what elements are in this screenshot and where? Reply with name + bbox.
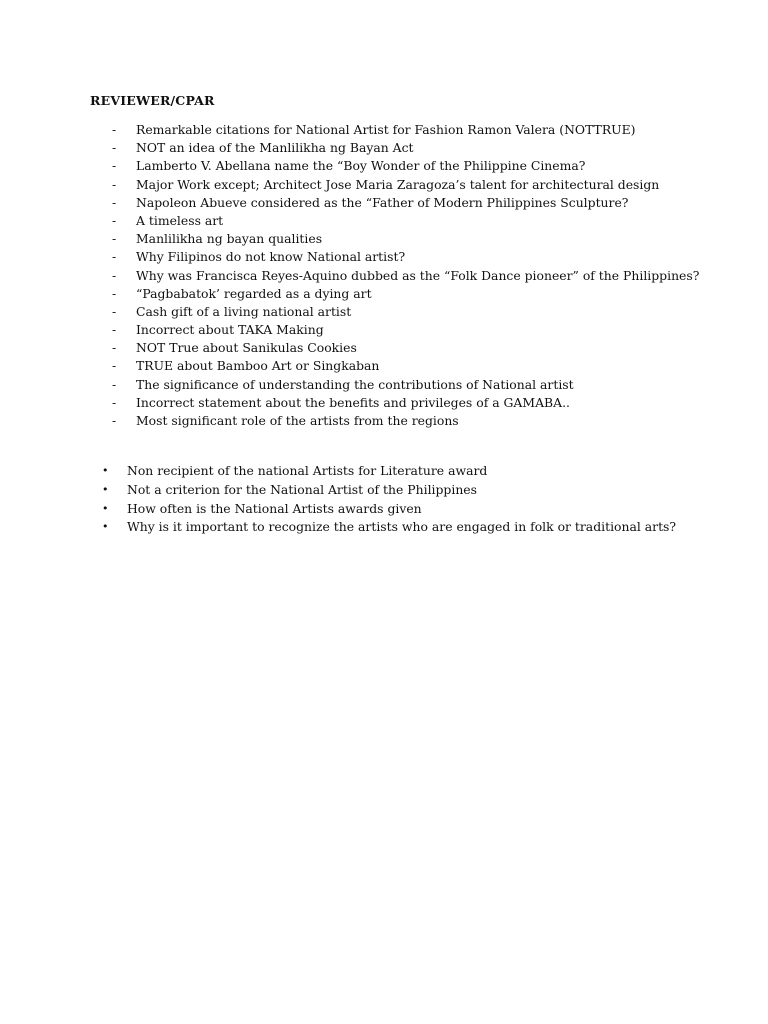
dash-marker: - xyxy=(112,394,117,410)
dash-marker: - xyxy=(112,158,117,174)
list-item xyxy=(0,500,768,518)
list-item xyxy=(0,267,768,285)
list-item xyxy=(0,157,768,175)
bullet-icon: • xyxy=(102,482,109,496)
list-item xyxy=(0,518,768,536)
list-item-text: Not a criterion for the National Artist of the Philippines xyxy=(127,481,477,497)
list-item xyxy=(0,194,768,212)
bullet-icon: • xyxy=(102,501,109,515)
list-item xyxy=(0,481,768,499)
dash-marker: - xyxy=(112,303,117,319)
bullet-icon: • xyxy=(102,464,109,477)
list-item xyxy=(0,121,768,139)
dash-marker: - xyxy=(112,140,117,156)
dash-marker: - xyxy=(112,322,117,338)
dash-marker: - xyxy=(112,340,117,356)
list-item-text: The significance of understanding the contributions of National artist xyxy=(136,376,574,392)
list-item-text: Incorrect statement about the benefits and privileges of a GAMABA.. xyxy=(136,394,570,410)
list-item xyxy=(0,357,768,375)
list-item xyxy=(0,230,768,248)
list-item xyxy=(0,412,768,430)
list-item-text: Why Filipinos do not know National artist? xyxy=(136,249,406,265)
dash-list xyxy=(0,121,768,430)
list-item-text: Remarkable citations for National Artist for Fashion Ramon Valera (NOTTRUE) xyxy=(136,122,636,137)
dash-marker: - xyxy=(112,413,117,428)
list-item xyxy=(0,176,768,194)
list-item-text: NOT an idea of the Manlilikha ng Bayan Act xyxy=(136,140,414,156)
list-item xyxy=(0,462,768,480)
list-item xyxy=(0,321,768,339)
list-item xyxy=(0,394,768,412)
bullet-list xyxy=(0,462,768,537)
list-item-text: Lamberto V. Abellana name the “Boy Wonder of the Philippine Cinema? xyxy=(136,158,586,174)
list-item-text: Most significant role of the artists from the regions xyxy=(136,413,459,428)
list-item xyxy=(0,212,768,230)
list-item xyxy=(0,376,768,394)
list-item-text: Major Work except; Architect Jose Maria Zaragoza’s talent for architectural design xyxy=(136,176,660,192)
document-title: REVIEWER/CPAR xyxy=(90,93,215,108)
dash-marker: - xyxy=(112,249,117,265)
dash-marker: - xyxy=(112,267,117,283)
list-item-text: “Pagbabatok’ regarded as a dying art xyxy=(136,285,372,301)
list-item-text: Why is it important to recognize the artists who are engaged in folk or traditional arts? xyxy=(127,519,677,535)
list-item-text: Napoleon Abueve considered as the “Father of Modern Philippines Sculpture? xyxy=(136,194,629,210)
list-item xyxy=(0,303,768,321)
list-item-text: Cash gift of a living national artist xyxy=(136,303,352,319)
dash-marker: - xyxy=(112,285,117,301)
dash-marker: - xyxy=(112,231,117,247)
list-item xyxy=(0,285,768,303)
list-item xyxy=(0,339,768,357)
list-item-text: Manlilikha ng bayan qualities xyxy=(136,231,323,247)
dash-marker: - xyxy=(112,176,117,192)
list-item-text: Incorrect about TAKA Making xyxy=(136,322,324,338)
list-item xyxy=(0,248,768,266)
list-item xyxy=(0,139,768,157)
list-item-text: NOT True about Sanikulas Cookies xyxy=(136,340,357,356)
list-item-text: How often is the National Artists awards given xyxy=(127,500,422,516)
dash-marker: - xyxy=(112,212,117,228)
dash-marker: - xyxy=(112,358,117,374)
bullet-icon: • xyxy=(102,520,109,534)
dash-marker: - xyxy=(112,194,117,210)
list-item-text: Why was Francisca Reyes-Aquino dubbed as the “Folk Dance pioneer” of the Philippines? xyxy=(136,267,700,283)
list-item-text: A timeless art xyxy=(136,212,224,228)
list-item-text: Non recipient of the national Artists for Literature award xyxy=(127,463,488,478)
dash-marker: - xyxy=(112,376,117,392)
dash-marker: - xyxy=(112,122,117,137)
list-item-text: TRUE about Bamboo Art or Singkaban xyxy=(136,358,380,374)
